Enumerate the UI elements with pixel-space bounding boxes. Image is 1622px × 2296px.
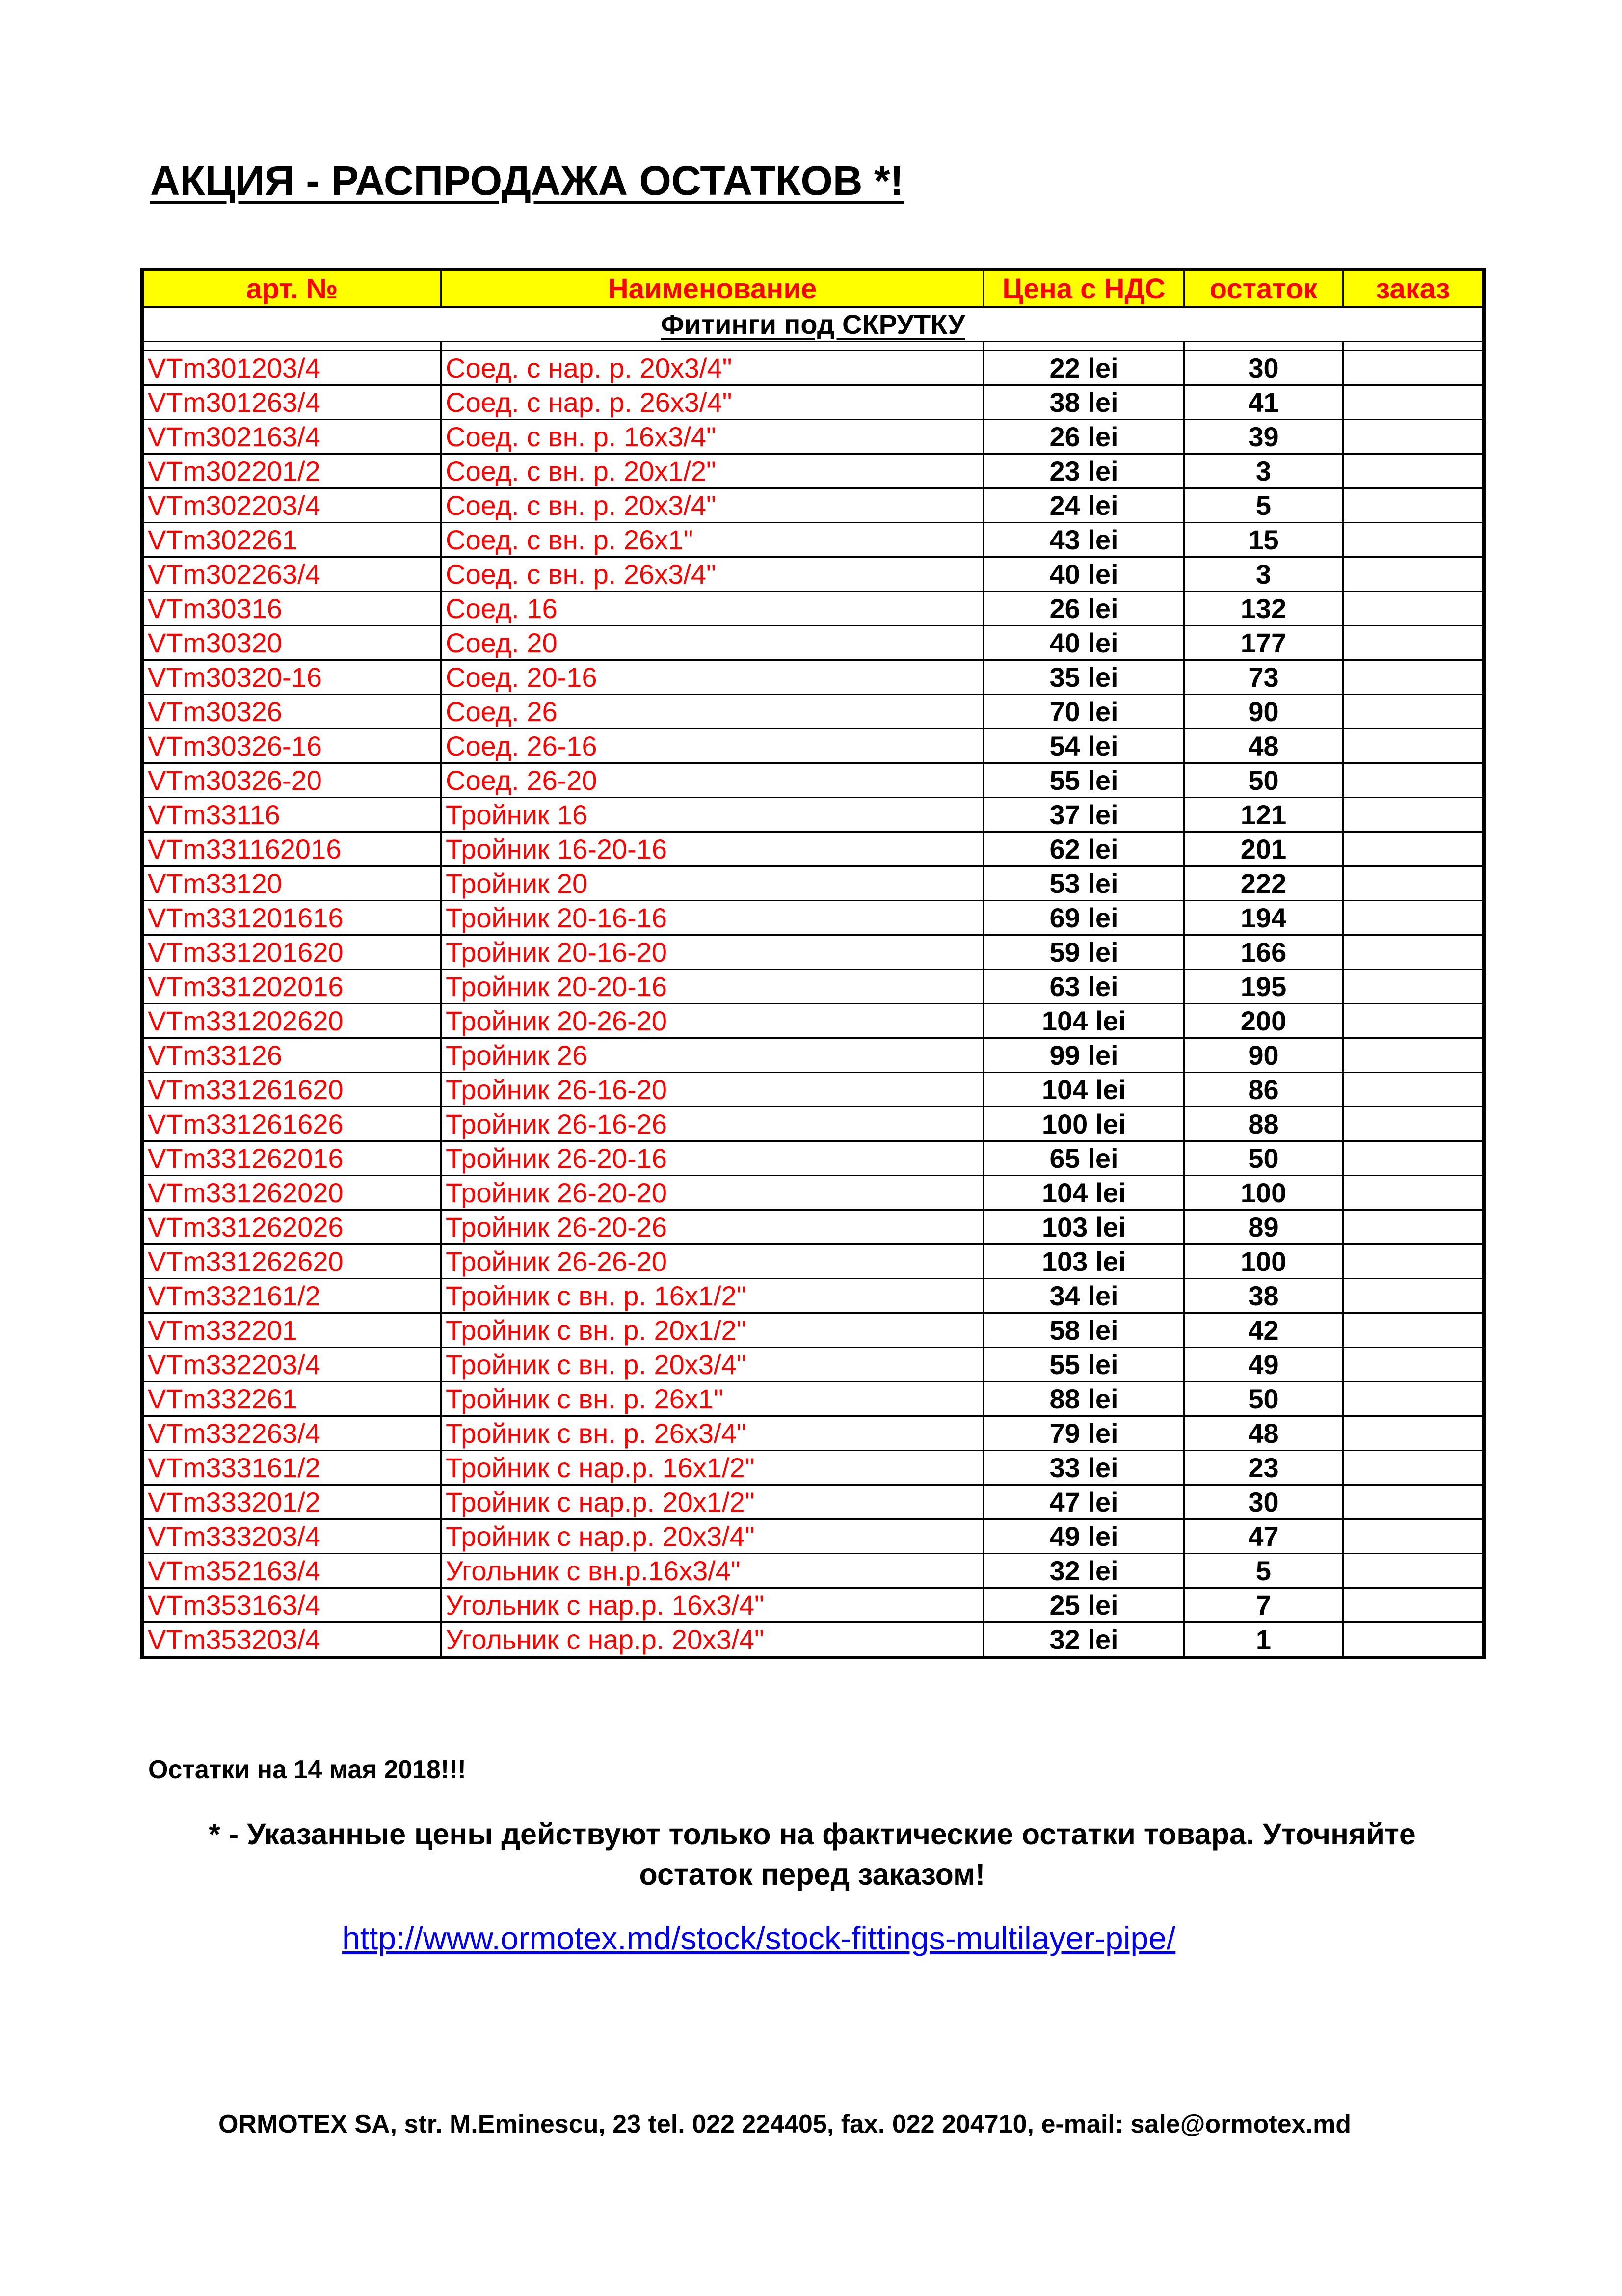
cell-order[interactable] bbox=[1343, 660, 1484, 695]
cell-name: Тройник с вн. р. 16x1/2" bbox=[441, 1279, 984, 1313]
cell-price: 49 lei bbox=[984, 1519, 1184, 1554]
cell-stock: 30 bbox=[1184, 1485, 1343, 1519]
table-row bbox=[142, 832, 1484, 866]
cell-art: VTm331201620 bbox=[142, 935, 441, 970]
table-row bbox=[142, 1038, 1484, 1073]
cell-stock: 39 bbox=[1184, 420, 1343, 454]
cell-order[interactable] bbox=[1343, 557, 1484, 592]
page-title: АКЦИЯ - РАСПРОДАЖА ОСТАТКОВ *! bbox=[150, 158, 904, 204]
cell-order[interactable] bbox=[1343, 729, 1484, 763]
cell-name: Тройник 20-26-20 bbox=[441, 1004, 984, 1038]
cell-stock: 15 bbox=[1184, 523, 1343, 557]
cell-art: VTm30316 bbox=[142, 592, 441, 626]
table-row bbox=[142, 626, 1484, 660]
cell-price: 63 lei bbox=[984, 970, 1184, 1004]
cell-art: VTm353203/4 bbox=[142, 1622, 441, 1658]
cell-price: 69 lei bbox=[984, 901, 1184, 935]
cell-stock: 90 bbox=[1184, 1038, 1343, 1073]
cell-price: 35 lei bbox=[984, 660, 1184, 695]
cell-order[interactable] bbox=[1343, 1004, 1484, 1038]
cell-price: 23 lei bbox=[984, 454, 1184, 488]
cell-name: Тройник 26-16-26 bbox=[441, 1107, 984, 1141]
cell-order[interactable] bbox=[1343, 798, 1484, 832]
cell-name: Соед. 26-20 bbox=[441, 763, 984, 798]
cell-stock: 222 bbox=[1184, 866, 1343, 901]
cell-price: 55 lei bbox=[984, 1348, 1184, 1382]
cell-name: Тройник с вн. р. 26x3/4" bbox=[441, 1416, 984, 1451]
cell-price: 32 lei bbox=[984, 1554, 1184, 1588]
cell-order[interactable] bbox=[1343, 1038, 1484, 1073]
cell-art: VTm331162016 bbox=[142, 832, 441, 866]
table-row bbox=[142, 1382, 1484, 1416]
cell-name: Тройник с нар.р. 16x1/2" bbox=[441, 1451, 984, 1485]
cell-art: VTm30326-20 bbox=[142, 763, 441, 798]
header-stock: остаток bbox=[1184, 270, 1343, 307]
cell-name: Тройник 26-16-20 bbox=[441, 1073, 984, 1107]
table-row bbox=[142, 763, 1484, 798]
cell-price: 43 lei bbox=[984, 523, 1184, 557]
cell-name: Тройник 26-20-26 bbox=[441, 1210, 984, 1244]
cell-name: Соед. 20-16 bbox=[441, 660, 984, 695]
table-row bbox=[142, 523, 1484, 557]
cell-price: 25 lei bbox=[984, 1588, 1184, 1622]
cell-price: 55 lei bbox=[984, 763, 1184, 798]
cell-stock: 30 bbox=[1184, 351, 1343, 385]
table-row bbox=[142, 1554, 1484, 1588]
cell-name: Соед. 26-16 bbox=[441, 729, 984, 763]
cell-name: Тройник с вн. р. 20x3/4" bbox=[441, 1348, 984, 1382]
table-row bbox=[142, 351, 1484, 385]
cell-order[interactable] bbox=[1343, 1176, 1484, 1210]
cell-name: Соед. с нар. р. 20x3/4" bbox=[441, 351, 984, 385]
cell-order[interactable] bbox=[1343, 1107, 1484, 1141]
cell-stock: 1 bbox=[1184, 1622, 1343, 1658]
cell-stock: 47 bbox=[1184, 1519, 1343, 1554]
cell-art: VTm353163/4 bbox=[142, 1588, 441, 1622]
cell-price: 26 lei bbox=[984, 592, 1184, 626]
table-row bbox=[142, 1519, 1484, 1554]
cell-price: 32 lei bbox=[984, 1622, 1184, 1658]
header-order: заказ bbox=[1343, 270, 1484, 307]
cell-art: VTm331261620 bbox=[142, 1073, 441, 1107]
cell-name: Тройник 26 bbox=[441, 1038, 984, 1073]
cell-order[interactable] bbox=[1343, 592, 1484, 626]
cell-art: VTm33120 bbox=[142, 866, 441, 901]
spacer-row bbox=[142, 342, 1484, 351]
table-row bbox=[142, 1348, 1484, 1382]
cell-order[interactable] bbox=[1343, 695, 1484, 729]
cell-order[interactable] bbox=[1343, 832, 1484, 866]
cell-order[interactable] bbox=[1343, 935, 1484, 970]
header-art: арт. № bbox=[142, 270, 441, 307]
stock-page-link[interactable]: http://www.ormotex.md/stock/stock-fittings-multilayer-pipe/ bbox=[342, 1920, 1176, 1956]
cell-order[interactable] bbox=[1343, 523, 1484, 557]
cell-name: Соед. с вн. р. 26x3/4" bbox=[441, 557, 984, 592]
table-row bbox=[142, 1622, 1484, 1658]
cell-price: 99 lei bbox=[984, 1038, 1184, 1073]
cell-stock: 177 bbox=[1184, 626, 1343, 660]
table-row bbox=[142, 935, 1484, 970]
cell-name: Тройник 26-26-20 bbox=[441, 1244, 984, 1279]
cell-stock: 48 bbox=[1184, 729, 1343, 763]
cell-stock: 132 bbox=[1184, 592, 1343, 626]
cell-order[interactable] bbox=[1343, 1073, 1484, 1107]
cell-stock: 86 bbox=[1184, 1073, 1343, 1107]
table-row bbox=[142, 660, 1484, 695]
cell-art: VTm331262620 bbox=[142, 1244, 441, 1279]
table-header-row bbox=[142, 270, 1484, 307]
cell-art: VTm301203/4 bbox=[142, 351, 441, 385]
cell-price: 104 lei bbox=[984, 1073, 1184, 1107]
cell-order[interactable] bbox=[1343, 763, 1484, 798]
section-row bbox=[142, 307, 1484, 342]
cell-art: VTm332263/4 bbox=[142, 1416, 441, 1451]
table-row bbox=[142, 1313, 1484, 1348]
cell-price: 58 lei bbox=[984, 1313, 1184, 1348]
cell-order[interactable] bbox=[1343, 351, 1484, 385]
cell-price: 37 lei bbox=[984, 798, 1184, 832]
cell-stock: 7 bbox=[1184, 1588, 1343, 1622]
cell-name: Соед. 16 bbox=[441, 592, 984, 626]
cell-order[interactable] bbox=[1343, 1622, 1484, 1658]
cell-price: 24 lei bbox=[984, 488, 1184, 523]
cell-order[interactable] bbox=[1343, 488, 1484, 523]
cell-order[interactable] bbox=[1343, 626, 1484, 660]
cell-price: 40 lei bbox=[984, 557, 1184, 592]
cell-art: VTm302263/4 bbox=[142, 557, 441, 592]
cell-art: VTm332201 bbox=[142, 1313, 441, 1348]
table-row bbox=[142, 1073, 1484, 1107]
cell-price: 34 lei bbox=[984, 1279, 1184, 1313]
cell-art: VTm302163/4 bbox=[142, 420, 441, 454]
cell-price: 88 lei bbox=[984, 1382, 1184, 1416]
cell-order[interactable] bbox=[1343, 901, 1484, 935]
table-row bbox=[142, 1416, 1484, 1451]
cell-stock: 50 bbox=[1184, 1141, 1343, 1176]
cell-price: 40 lei bbox=[984, 626, 1184, 660]
cell-name: Соед. 26 bbox=[441, 695, 984, 729]
cell-stock: 121 bbox=[1184, 798, 1343, 832]
cell-price: 65 lei bbox=[984, 1141, 1184, 1176]
cell-stock: 200 bbox=[1184, 1004, 1343, 1038]
cell-stock: 41 bbox=[1184, 385, 1343, 420]
cell-art: VTm33126 bbox=[142, 1038, 441, 1073]
cell-stock: 100 bbox=[1184, 1176, 1343, 1210]
cell-stock: 38 bbox=[1184, 1279, 1343, 1313]
cell-name: Соед. с вн. р. 16x3/4" bbox=[441, 420, 984, 454]
cell-name: Соед. с нар. р. 26x3/4" bbox=[441, 385, 984, 420]
cell-price: 79 lei bbox=[984, 1416, 1184, 1451]
cell-art: VTm352163/4 bbox=[142, 1554, 441, 1588]
table-row bbox=[142, 1279, 1484, 1313]
cell-name: Угольник с нар.р. 20x3/4" bbox=[441, 1622, 984, 1658]
cell-price: 26 lei bbox=[984, 420, 1184, 454]
header-price: Цена с НДС bbox=[984, 270, 1184, 307]
cell-name: Угольник с вн.р.16x3/4" bbox=[441, 1554, 984, 1588]
table-row bbox=[142, 592, 1484, 626]
cell-stock: 50 bbox=[1184, 1382, 1343, 1416]
cell-order[interactable] bbox=[1343, 970, 1484, 1004]
cell-name: Угольник с нар.р. 16x3/4" bbox=[441, 1588, 984, 1622]
table-row bbox=[142, 557, 1484, 592]
cell-art: VTm333203/4 bbox=[142, 1519, 441, 1554]
cell-order[interactable] bbox=[1343, 1519, 1484, 1554]
cell-price: 33 lei bbox=[984, 1451, 1184, 1485]
cell-art: VTm331202016 bbox=[142, 970, 441, 1004]
cell-art: VTm332261 bbox=[142, 1382, 441, 1416]
header-name: Наименование bbox=[441, 270, 984, 307]
table-row bbox=[142, 695, 1484, 729]
cell-order[interactable] bbox=[1343, 1348, 1484, 1382]
cell-stock: 49 bbox=[1184, 1348, 1343, 1382]
table-row bbox=[142, 1244, 1484, 1279]
cell-stock: 23 bbox=[1184, 1451, 1343, 1485]
cell-name: Тройник 20-20-16 bbox=[441, 970, 984, 1004]
cell-name: Соед. с вн. р. 20x1/2" bbox=[441, 454, 984, 488]
cell-price: 22 lei bbox=[984, 351, 1184, 385]
cell-art: VTm30320 bbox=[142, 626, 441, 660]
cell-art: VTm333201/2 bbox=[142, 1485, 441, 1519]
cell-order[interactable] bbox=[1343, 866, 1484, 901]
cell-order[interactable] bbox=[1343, 1485, 1484, 1519]
cell-name: Тройник 20-16-16 bbox=[441, 901, 984, 935]
cell-art: VTm331262020 bbox=[142, 1176, 441, 1210]
cell-price: 104 lei bbox=[984, 1176, 1184, 1210]
table-row bbox=[142, 1107, 1484, 1141]
cell-order[interactable] bbox=[1343, 454, 1484, 488]
cell-stock: 3 bbox=[1184, 454, 1343, 488]
cell-order[interactable] bbox=[1343, 1244, 1484, 1279]
cell-name: Соед. с вн. р. 20x3/4" bbox=[441, 488, 984, 523]
cell-art: VTm302203/4 bbox=[142, 488, 441, 523]
company-footer: ORMOTEX SA, str. M.Eminescu, 23 tel. 022 224405, fax. 022 204710, e-mail: sale@ormotex.md bbox=[218, 2110, 1352, 2138]
cell-price: 103 lei bbox=[984, 1210, 1184, 1244]
cell-art: VTm332203/4 bbox=[142, 1348, 441, 1382]
table-row bbox=[142, 901, 1484, 935]
cell-stock: 194 bbox=[1184, 901, 1343, 935]
cell-stock: 5 bbox=[1184, 488, 1343, 523]
cell-stock: 88 bbox=[1184, 1107, 1343, 1141]
table-row bbox=[142, 454, 1484, 488]
cell-name: Тройник с вн. р. 26x1" bbox=[441, 1382, 984, 1416]
cell-order[interactable] bbox=[1343, 1279, 1484, 1313]
cell-art: VTm331262016 bbox=[142, 1141, 441, 1176]
table-row bbox=[142, 866, 1484, 901]
table-row bbox=[142, 488, 1484, 523]
cell-stock: 42 bbox=[1184, 1313, 1343, 1348]
cell-name: Тройник 26-20-20 bbox=[441, 1176, 984, 1210]
cell-price: 53 lei bbox=[984, 866, 1184, 901]
cell-stock: 3 bbox=[1184, 557, 1343, 592]
cell-price: 62 lei bbox=[984, 832, 1184, 866]
cell-order[interactable] bbox=[1343, 1588, 1484, 1622]
cell-price: 70 lei bbox=[984, 695, 1184, 729]
cell-stock: 5 bbox=[1184, 1554, 1343, 1588]
cell-name: Тройник с нар.р. 20x3/4" bbox=[441, 1519, 984, 1554]
cell-stock: 73 bbox=[1184, 660, 1343, 695]
cell-art: VTm331261626 bbox=[142, 1107, 441, 1141]
table-row bbox=[142, 729, 1484, 763]
cell-order[interactable] bbox=[1343, 1210, 1484, 1244]
table-row bbox=[142, 1176, 1484, 1210]
cell-stock: 89 bbox=[1184, 1210, 1343, 1244]
cell-price: 59 lei bbox=[984, 935, 1184, 970]
cell-name: Соед. с вн. р. 26x1" bbox=[441, 523, 984, 557]
cell-name: Тройник 16 bbox=[441, 798, 984, 832]
cell-art: VTm332161/2 bbox=[142, 1279, 441, 1313]
cell-order[interactable] bbox=[1343, 1141, 1484, 1176]
cell-art: VTm30320-16 bbox=[142, 660, 441, 695]
cell-name: Тройник 26-20-16 bbox=[441, 1141, 984, 1176]
cell-stock: 100 bbox=[1184, 1244, 1343, 1279]
table-row bbox=[142, 1485, 1484, 1519]
cell-order[interactable] bbox=[1343, 1416, 1484, 1451]
table-row bbox=[142, 1210, 1484, 1244]
cell-stock: 195 bbox=[1184, 970, 1343, 1004]
cell-stock: 201 bbox=[1184, 832, 1343, 866]
table-row bbox=[142, 1004, 1484, 1038]
cell-price: 47 lei bbox=[984, 1485, 1184, 1519]
cell-name: Соед. 20 bbox=[441, 626, 984, 660]
cell-art: VTm33116 bbox=[142, 798, 441, 832]
table-row bbox=[142, 420, 1484, 454]
cell-art: VTm302201/2 bbox=[142, 454, 441, 488]
cell-price: 100 lei bbox=[984, 1107, 1184, 1141]
cell-name: Тройник 20 bbox=[441, 866, 984, 901]
stock-date-note: Остатки на 14 мая 2018!!! bbox=[148, 1756, 466, 1784]
cell-stock: 48 bbox=[1184, 1416, 1343, 1451]
cell-stock: 166 bbox=[1184, 935, 1343, 970]
cell-name: Тройник с вн. р. 20x1/2" bbox=[441, 1313, 984, 1348]
cell-name: Тройник 20-16-20 bbox=[441, 935, 984, 970]
cell-order[interactable] bbox=[1343, 1554, 1484, 1588]
cell-order[interactable] bbox=[1343, 385, 1484, 420]
section-title: Фитинги под СКРУТКУ bbox=[142, 307, 1484, 342]
cell-price: 103 lei bbox=[984, 1244, 1184, 1279]
cell-order[interactable] bbox=[1343, 1382, 1484, 1416]
table-row bbox=[142, 970, 1484, 1004]
cell-art: VTm30326-16 bbox=[142, 729, 441, 763]
cell-price: 54 lei bbox=[984, 729, 1184, 763]
table-row bbox=[142, 385, 1484, 420]
cell-stock: 50 bbox=[1184, 763, 1343, 798]
cell-art: VTm331262026 bbox=[142, 1210, 441, 1244]
cell-name: Тройник с нар.р. 20x1/2" bbox=[441, 1485, 984, 1519]
disclaimer-note: * - Указанные цены действуют только на фактические остатки товара. Уточняйте остаток перед заказом! bbox=[209, 1817, 1416, 1891]
table-row bbox=[142, 798, 1484, 832]
cell-art: VTm331202620 bbox=[142, 1004, 441, 1038]
cell-order[interactable] bbox=[1343, 420, 1484, 454]
cell-price: 38 lei bbox=[984, 385, 1184, 420]
cell-art: VTm302261 bbox=[142, 523, 441, 557]
cell-price: 104 lei bbox=[984, 1004, 1184, 1038]
table-row bbox=[142, 1141, 1484, 1176]
cell-art: VTm30326 bbox=[142, 695, 441, 729]
cell-art: VTm301263/4 bbox=[142, 385, 441, 420]
table-row bbox=[142, 1588, 1484, 1622]
table-row bbox=[142, 1451, 1484, 1485]
stock-table bbox=[140, 268, 1486, 1659]
cell-name: Тройник 16-20-16 bbox=[441, 832, 984, 866]
cell-art: VTm331201616 bbox=[142, 901, 441, 935]
cell-order[interactable] bbox=[1343, 1451, 1484, 1485]
cell-art: VTm333161/2 bbox=[142, 1451, 441, 1485]
cell-stock: 90 bbox=[1184, 695, 1343, 729]
cell-order[interactable] bbox=[1343, 1313, 1484, 1348]
